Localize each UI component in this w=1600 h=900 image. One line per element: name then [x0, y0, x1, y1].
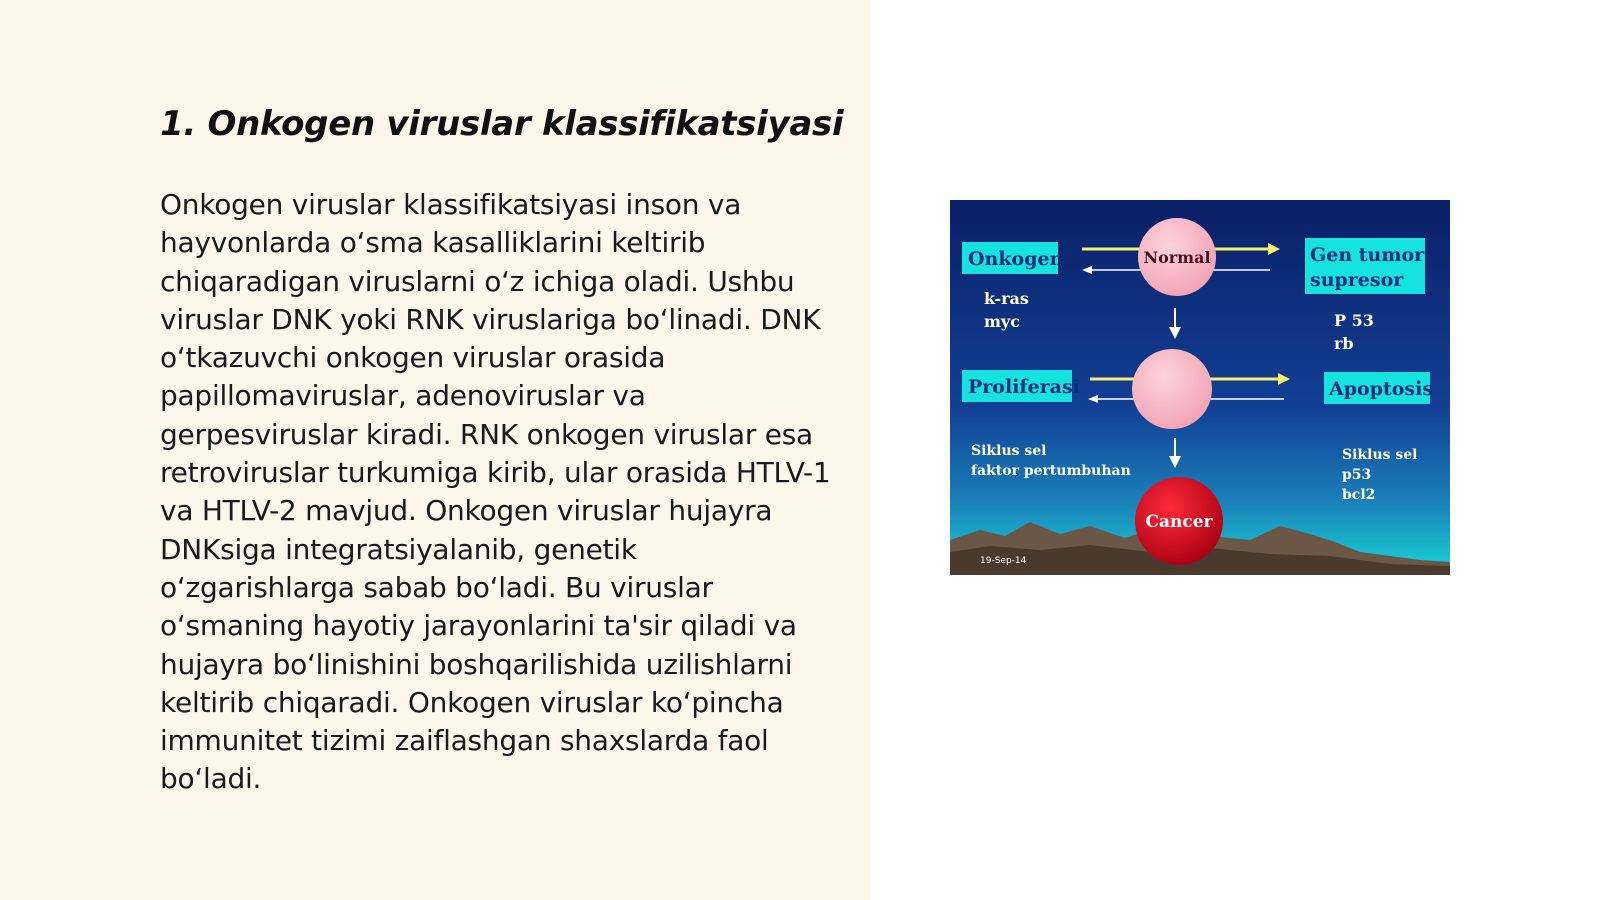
tumor-suppressor-label-line-1: Gen tumor — [1310, 244, 1425, 266]
right-factor-3: bcl2 — [1342, 487, 1376, 503]
left-factor-1: Siklus sel — [971, 443, 1047, 459]
right-factor-1: Siklus sel — [1342, 447, 1418, 463]
proliferasi-label: Proliferasi — [968, 376, 1080, 398]
diagram-svg — [950, 200, 1450, 575]
proliferation-circle — [1132, 349, 1212, 429]
date-stamp: 19-Sep-14 — [980, 556, 1027, 566]
onkogen-gene-1: k-ras — [984, 289, 1029, 308]
onkogen-gene-2: myc — [984, 312, 1020, 331]
oncogene-diagram-image — [950, 200, 1450, 575]
left-factor-2: faktor pertumbuhan — [971, 463, 1131, 479]
cancer-label: Cancer — [1145, 512, 1213, 532]
onkogen-label: Onkogen — [968, 248, 1064, 270]
tumor-suppressor-label-line-2: supresor — [1310, 269, 1404, 291]
right-factor-2: p53 — [1342, 467, 1372, 483]
apoptosis-label: Apoptosis — [1329, 378, 1434, 400]
tumor-suppressor-gene-2: rb — [1334, 334, 1354, 353]
tumor-suppressor-gene-1: P 53 — [1334, 311, 1374, 330]
slide-body-text: Onkogen viruslar klassifikatsiyasi inson va hayvonlarda o‘sma kasalliklarini keltirib chiqaradigan viruslarni o‘z ichiga oladi. Ushbu viruslar DNK yoki RNK viruslariga bo‘linadi. DNK o‘tkazuvchi onkogen viruslar orasida papillomaviruslar, adenoviruslar va gerpesviruslar kiradi. RNK onkogen viruslar esa retroviruslar turkumiga kirib, ular orasida HTLV-1 va HTLV-2 mavjud. Onkogen viruslar hujayra DNKsiga integratsiyalanib, genetik o‘zgarishlarga sabab bo‘ladi. Bu viruslar o‘smaning hayotiy jarayonlarini ta'sir qiladi va hujayra bo‘linishini boshqarilishida uzilishlarni keltirib chiqaradi. Onkogen viruslar ko‘pincha immunitet tizimi zaiflashgan shaxslarda faol bo‘ladi. — [160, 188, 831, 796]
slide-title: 1. Onkogen viruslar klassifikatsiyasi — [160, 104, 844, 144]
normal-label: Normal — [1143, 248, 1211, 267]
